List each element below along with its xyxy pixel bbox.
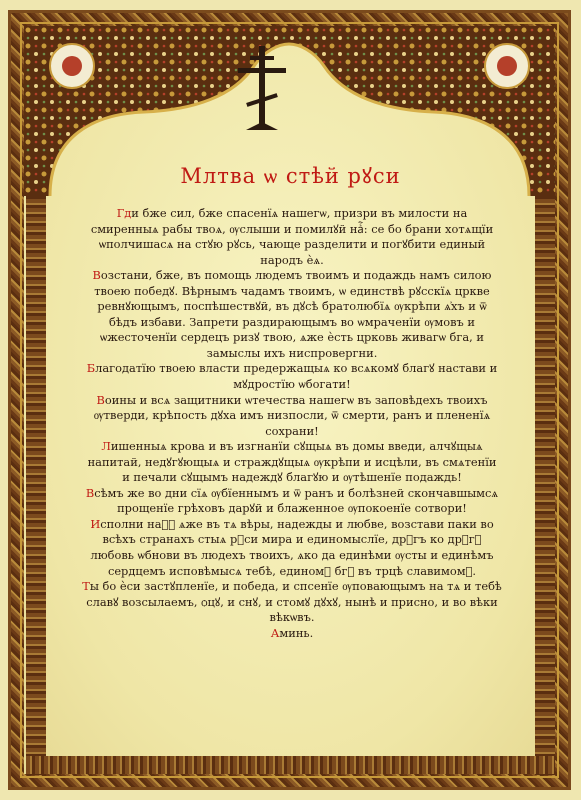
prayer-text — [82, 206, 502, 641]
initial-letter: А — [270, 625, 280, 640]
paragraph — [82, 579, 502, 626]
paragraph-text: ишенныѧ крова и въ изгнанїи сꙋщыѧ въ домы введи, алчꙋщыѧ напитай, недꙋгꙋющыѧ и страждꙋщыѧ ѹкрѣпи и исцѣли, въ смѧтенїи и печали сꙋщымъ надеждꙋ благꙋю и ѹтѣшенїе подаждь! — [87, 439, 497, 485]
initial-letter: В — [92, 268, 101, 283]
initial-letter: Т — [82, 579, 90, 594]
paragraph — [82, 626, 502, 642]
paragraph — [82, 361, 502, 392]
orthodox-cross-icon — [226, 44, 298, 134]
paragraph — [82, 393, 502, 440]
paragraph-text: лагодатїю твоею власти предержащыѧ ко всѧкомꙋ благꙋ настави и мꙋдростїю ѡбогати! — [95, 361, 498, 392]
paragraph — [82, 206, 502, 268]
paragraph — [82, 517, 502, 579]
paragraph-text: сполни наⷭ҇ ѧже въ тѧ вѣры, надежды и любве, возстави паки во всѣхъ странахъ стыѧ рꙋси мира и единомыслїе, дрꙋгъ ко дрꙋгꙋ любовь ѡбнови въ людехъ твоихъ, ѧко да единѣми ѹсты и единѣмъ сердцемъ исповѣмысѧ тебѣ, единомꙋ бгꙋ въ трцѣ славимомꙋ. — [90, 516, 494, 578]
paragraph — [82, 439, 502, 486]
initial-letter: Л — [101, 439, 111, 454]
initial-letter: Гд — [116, 206, 132, 220]
paragraph-text: ы бо ѐси застꙋпленїе, и победа, и спсенїе ѹпова‌ющымъ на тѧ и тебѣ славꙋ возсылаемъ, ѻцꙋ, и снꙋ, и стомꙋ дꙋхꙋ, нынѣ и присно, и во вѣки вѣкѡвъ. — [86, 579, 502, 625]
paragraph — [82, 486, 502, 517]
paragraph — [82, 268, 502, 361]
paragraph-text: и бже сил, бже спасенїѧ нашегѡ, призри въ милости на смиренныѧ рабы твоѧ, ѹслыши и помилꙋй наⷭ҇: се бо брани хотѧщїи ѡполчишасѧ на стꙋю рꙋсь, чающе разделити и погꙋбити единый народъ ѐѧ. — [90, 206, 494, 267]
initial-letter: Б — [86, 361, 96, 376]
paragraph-text: оины и всѧ защитники ѡтечества нашегѡ въ заповѣдехъ твоихъ ѹтверди, крѣпость дꙋха имъ низпосли, ѿ смерти, ранъ и плененїѧ сохрани! — [93, 392, 491, 438]
prayer-title: Млтва ѡ стѣй рꙋси — [180, 164, 401, 188]
paragraph-text: сѣмъ же во дни сїѧ ѹбїеннымъ и ѿ ранъ и болѣзней скончавшымсѧ прощенїе грѣховъ дарꙋй и блаженное ѹпокоенїе сотвори! — [94, 485, 499, 516]
paragraph-text: озстани, бже, въ помощь людемъ твоимъ и подаждь намъ силою твоею победꙋ. Вѣрнымъ чадамъ твоимъ, ѡ единствѣ рꙋсскїѧ цркве ревнꙋющымъ, поспѣшествꙋй, въ дꙋсѣ братолюбїѧ ѹкрѣпи ѧ҆хъ и ѿ бѣдъ избави. Запрети раздирающымъ во ѡмраченїи ѹмовъ и ѡжесточенїи сердецъ ризꙋ твою, ѧже ѐсть црковь живагѡ бга, и замыслы ихъ ниспровергни. — [94, 268, 492, 360]
initial-letter: В — [85, 485, 95, 500]
paragraph-text: минь. — [279, 625, 314, 640]
initial-letter: В — [96, 392, 105, 407]
initial-letter: И — [90, 516, 101, 531]
